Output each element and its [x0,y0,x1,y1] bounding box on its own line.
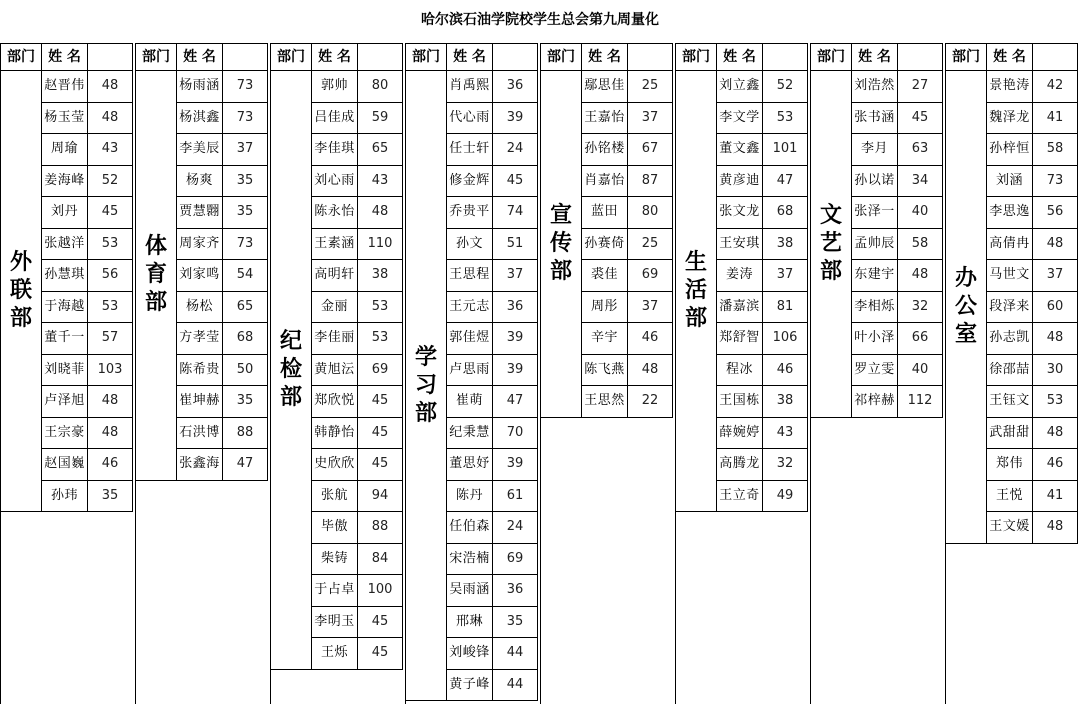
member-name-cell: 王钰文 [987,386,1033,418]
member-name-cell: 董千一 [42,323,88,355]
header-dept-7: 部门 [810,43,852,71]
member-name-cell: 黄彦迪 [717,166,763,198]
member-score-cell: 63 [898,134,943,166]
member-name-cell: 刘心雨 [312,166,358,198]
member-name-cell: 刘家鸣 [177,260,223,292]
member-score-cell: 45 [88,197,133,229]
grid-line [135,481,136,704]
member-name-cell: 段泽来 [987,292,1033,324]
member-name-cell: 周彤 [582,292,628,324]
member-score-cell: 88 [358,512,403,544]
member-score-cell: 112 [898,386,943,418]
member-score-cell: 58 [1033,134,1078,166]
member-score-cell: 43 [88,134,133,166]
member-name-cell: 张文龙 [717,197,763,229]
header-name-4: 姓 名 [447,43,493,71]
member-name-cell: 鄢思佳 [582,71,628,103]
member-score-cell: 68 [763,197,808,229]
member-name-cell: 吴雨涵 [447,575,493,607]
member-name-cell: 宋浩楠 [447,544,493,576]
member-score-cell: 46 [628,323,673,355]
member-score-cell: 45 [358,638,403,670]
member-score-cell: 48 [1033,229,1078,261]
member-name-cell: 郭帅 [312,71,358,103]
member-name-cell: 黄子峰 [447,670,493,702]
member-score-cell: 49 [763,481,808,513]
member-score-cell: 48 [1033,323,1078,355]
member-score-cell: 53 [358,292,403,324]
member-name-cell: 刘峻锋 [447,638,493,670]
member-score-cell: 88 [223,418,268,450]
member-name-cell: 毕傲 [312,512,358,544]
member-score-cell: 48 [1033,418,1078,450]
member-name-cell: 周瑜 [42,134,88,166]
member-score-cell: 46 [1033,449,1078,481]
member-score-cell: 41 [1033,481,1078,513]
member-name-cell: 孙梓恒 [987,134,1033,166]
member-score-cell: 44 [493,670,538,702]
member-name-cell: 高明轩 [312,260,358,292]
member-name-cell: 李明玉 [312,607,358,639]
member-name-cell: 魏泽龙 [987,103,1033,135]
member-name-cell: 周家齐 [177,229,223,261]
member-score-cell: 35 [493,607,538,639]
member-score-cell: 73 [1033,166,1078,198]
member-name-cell: 孙玮 [42,481,88,513]
member-score-cell: 58 [898,229,943,261]
member-score-cell: 30 [1033,355,1078,387]
member-name-cell: 李佳丽 [312,323,358,355]
header-name-1: 姓 名 [42,43,88,71]
member-name-cell: 杨玉莹 [42,103,88,135]
member-score-cell: 45 [358,418,403,450]
member-score-cell: 38 [358,260,403,292]
member-name-cell: 王思然 [582,386,628,418]
member-name-cell: 李美辰 [177,134,223,166]
member-score-cell: 43 [358,166,403,198]
member-name-cell: 高腾龙 [717,449,763,481]
member-name-cell: 李月 [852,134,898,166]
member-score-cell: 56 [88,260,133,292]
member-score-cell: 39 [493,103,538,135]
member-name-cell: 李相烁 [852,292,898,324]
member-score-cell: 60 [1033,292,1078,324]
member-name-cell: 东建宇 [852,260,898,292]
member-score-cell: 48 [88,103,133,135]
member-score-cell: 73 [223,103,268,135]
member-name-cell: 李思逸 [987,197,1033,229]
member-name-cell: 孙铭楼 [582,134,628,166]
member-score-cell: 40 [898,355,943,387]
member-score-cell: 73 [223,71,268,103]
member-name-cell: 崔萌 [447,386,493,418]
member-name-cell: 吕佳成 [312,103,358,135]
member-score-cell: 48 [88,386,133,418]
member-name-cell: 于占卓 [312,575,358,607]
member-score-cell: 53 [763,103,808,135]
member-score-cell: 25 [628,71,673,103]
department-label: 文艺部 [810,71,852,418]
member-score-cell: 37 [763,260,808,292]
header-name-6: 姓 名 [717,43,763,71]
grid-line [0,512,1,704]
member-score-cell: 32 [898,292,943,324]
member-name-cell: 刘浩然 [852,71,898,103]
member-name-cell: 张越洋 [42,229,88,261]
member-score-cell: 53 [88,229,133,261]
sheet-title: 哈尔滨石油学院校学生总会第九周量化 [421,12,659,28]
member-score-cell: 39 [493,449,538,481]
member-score-cell: 34 [898,166,943,198]
member-score-cell: 48 [88,71,133,103]
member-score-cell: 35 [223,386,268,418]
member-name-cell: 李佳琪 [312,134,358,166]
member-score-cell: 48 [1033,512,1078,544]
member-score-cell: 39 [493,355,538,387]
member-score-cell: 81 [763,292,808,324]
header-score-1 [88,43,133,71]
member-score-cell: 80 [358,71,403,103]
member-score-cell: 52 [88,166,133,198]
member-name-cell: 王素涵 [312,229,358,261]
member-score-cell: 47 [223,449,268,481]
member-name-cell: 王宗豪 [42,418,88,450]
member-score-cell: 84 [358,544,403,576]
member-name-cell: 王烁 [312,638,358,670]
member-score-cell: 106 [763,323,808,355]
member-score-cell: 53 [358,323,403,355]
member-name-cell: 杨淇鑫 [177,103,223,135]
member-score-cell: 37 [628,103,673,135]
department-label: 生活部 [675,71,717,512]
member-name-cell: 董思妤 [447,449,493,481]
member-name-cell: 高倩冉 [987,229,1033,261]
header-score-5 [628,43,673,71]
member-name-cell: 郑伟 [987,449,1033,481]
member-score-cell: 38 [763,386,808,418]
header-dept-3: 部门 [270,43,312,71]
member-name-cell: 孙赛倚 [582,229,628,261]
member-score-cell: 45 [493,166,538,198]
member-score-cell: 53 [1033,386,1078,418]
member-score-cell: 35 [88,481,133,513]
member-score-cell: 38 [763,229,808,261]
member-score-cell: 69 [493,544,538,576]
member-name-cell: 武甜甜 [987,418,1033,450]
member-name-cell: 陈飞燕 [582,355,628,387]
member-score-cell: 94 [358,481,403,513]
member-score-cell: 37 [493,260,538,292]
member-score-cell: 22 [628,386,673,418]
member-name-cell: 姜涛 [717,260,763,292]
member-name-cell: 方孝莹 [177,323,223,355]
member-name-cell: 王安琪 [717,229,763,261]
member-score-cell: 45 [358,449,403,481]
member-name-cell: 张航 [312,481,358,513]
member-score-cell: 68 [223,323,268,355]
member-name-cell: 王元志 [447,292,493,324]
member-name-cell: 王国栋 [717,386,763,418]
member-name-cell: 祁梓赫 [852,386,898,418]
member-name-cell: 黄旭沄 [312,355,358,387]
member-name-cell: 潘嘉滨 [717,292,763,324]
member-name-cell: 辛宇 [582,323,628,355]
member-score-cell: 48 [88,418,133,450]
member-name-cell: 刘立鑫 [717,71,763,103]
department-label: 纪检部 [270,71,312,670]
member-score-cell: 37 [223,134,268,166]
member-name-cell: 赵晋伟 [42,71,88,103]
member-name-cell: 刘晓菲 [42,355,88,387]
member-score-cell: 44 [493,638,538,670]
member-score-cell: 70 [493,418,538,450]
member-score-cell: 46 [763,355,808,387]
member-score-cell: 103 [88,355,133,387]
member-score-cell: 87 [628,166,673,198]
header-dept-6: 部门 [675,43,717,71]
member-name-cell: 陈希贵 [177,355,223,387]
member-score-cell: 50 [223,355,268,387]
member-name-cell: 乔贵平 [447,197,493,229]
member-name-cell: 郑舒智 [717,323,763,355]
member-name-cell: 马世文 [987,260,1033,292]
member-score-cell: 25 [628,229,673,261]
member-score-cell: 59 [358,103,403,135]
member-score-cell: 36 [493,71,538,103]
member-score-cell: 37 [628,292,673,324]
member-name-cell: 肖禹熙 [447,71,493,103]
member-score-cell: 65 [358,134,403,166]
member-name-cell: 任伯森 [447,512,493,544]
member-score-cell: 80 [628,197,673,229]
member-name-cell: 于海越 [42,292,88,324]
member-name-cell: 修金辉 [447,166,493,198]
member-score-cell: 54 [223,260,268,292]
member-name-cell: 王立奇 [717,481,763,513]
header-score-3 [358,43,403,71]
member-score-cell: 40 [898,197,943,229]
member-name-cell: 刘涵 [987,166,1033,198]
member-name-cell: 孟帅辰 [852,229,898,261]
member-name-cell: 崔坤赫 [177,386,223,418]
member-score-cell: 45 [898,103,943,135]
header-name-7: 姓 名 [852,43,898,71]
member-score-cell: 32 [763,449,808,481]
member-name-cell: 张鑫海 [177,449,223,481]
member-name-cell: 孙慧琪 [42,260,88,292]
member-name-cell: 刘丹 [42,197,88,229]
member-score-cell: 65 [223,292,268,324]
member-name-cell: 邢琳 [447,607,493,639]
member-score-cell: 41 [1033,103,1078,135]
member-name-cell: 孙志凯 [987,323,1033,355]
grid-line [540,418,541,704]
member-name-cell: 杨松 [177,292,223,324]
member-name-cell: 董文鑫 [717,134,763,166]
member-score-cell: 61 [493,481,538,513]
member-score-cell: 45 [358,386,403,418]
member-score-cell: 100 [358,575,403,607]
member-score-cell: 39 [493,323,538,355]
member-score-cell: 24 [493,512,538,544]
member-name-cell: 姜海峰 [42,166,88,198]
member-score-cell: 74 [493,197,538,229]
member-name-cell: 叶小泽 [852,323,898,355]
member-name-cell: 王思程 [447,260,493,292]
member-name-cell: 王文媛 [987,512,1033,544]
member-name-cell: 陈丹 [447,481,493,513]
member-score-cell: 36 [493,292,538,324]
member-score-cell: 66 [898,323,943,355]
member-score-cell: 69 [628,260,673,292]
member-name-cell: 陈永怡 [312,197,358,229]
member-name-cell: 王悦 [987,481,1033,513]
member-name-cell: 肖嘉怡 [582,166,628,198]
member-name-cell: 代心雨 [447,103,493,135]
member-score-cell: 42 [1033,71,1078,103]
member-score-cell: 51 [493,229,538,261]
member-name-cell: 柴铸 [312,544,358,576]
member-score-cell: 48 [628,355,673,387]
member-score-cell: 47 [763,166,808,198]
member-name-cell: 徐邵喆 [987,355,1033,387]
header-score-2 [223,43,268,71]
member-name-cell: 李文学 [717,103,763,135]
header-score-6 [763,43,808,71]
header-dept-5: 部门 [540,43,582,71]
member-name-cell: 卢泽旭 [42,386,88,418]
member-name-cell: 赵国巍 [42,449,88,481]
member-score-cell: 67 [628,134,673,166]
member-score-cell: 36 [493,575,538,607]
member-name-cell: 郭佳煜 [447,323,493,355]
grid-line [945,544,946,704]
member-score-cell: 53 [88,292,133,324]
member-name-cell: 王嘉怡 [582,103,628,135]
member-name-cell: 贾慧翾 [177,197,223,229]
member-score-cell: 45 [358,607,403,639]
header-dept-1: 部门 [0,43,42,71]
header-name-5: 姓 名 [582,43,628,71]
member-name-cell: 孙以诺 [852,166,898,198]
member-name-cell: 任士轩 [447,134,493,166]
member-name-cell: 韩静怡 [312,418,358,450]
member-name-cell: 卢思雨 [447,355,493,387]
member-score-cell: 35 [223,166,268,198]
member-name-cell: 史欣欣 [312,449,358,481]
member-name-cell: 金丽 [312,292,358,324]
member-name-cell: 张书涵 [852,103,898,135]
member-name-cell: 张泽一 [852,197,898,229]
member-score-cell: 27 [898,71,943,103]
member-score-cell: 35 [223,197,268,229]
member-score-cell: 37 [1033,260,1078,292]
member-score-cell: 48 [358,197,403,229]
member-score-cell: 48 [898,260,943,292]
member-name-cell: 郑欣悦 [312,386,358,418]
department-label: 外联部 [0,71,42,512]
member-score-cell: 24 [493,134,538,166]
header-dept-2: 部门 [135,43,177,71]
member-score-cell: 57 [88,323,133,355]
member-score-cell: 46 [88,449,133,481]
member-name-cell: 杨爽 [177,166,223,198]
member-name-cell: 罗立雯 [852,355,898,387]
member-score-cell: 110 [358,229,403,261]
header-name-3: 姓 名 [312,43,358,71]
header-score-8 [1033,43,1078,71]
grid-line [270,670,271,704]
member-name-cell: 裘佳 [582,260,628,292]
member-score-cell: 101 [763,134,808,166]
member-name-cell: 薛婉婷 [717,418,763,450]
member-name-cell: 孙文 [447,229,493,261]
member-score-cell: 43 [763,418,808,450]
department-label: 学习部 [405,71,447,701]
member-name-cell: 蓝田 [582,197,628,229]
header-score-4 [493,43,538,71]
header-dept-4: 部门 [405,43,447,71]
grid-line [810,418,811,704]
member-name-cell: 景艳涛 [987,71,1033,103]
member-name-cell: 纪秉慧 [447,418,493,450]
member-score-cell: 56 [1033,197,1078,229]
grid-line [675,512,676,704]
member-score-cell: 52 [763,71,808,103]
member-name-cell: 杨雨涵 [177,71,223,103]
header-name-2: 姓 名 [177,43,223,71]
header-name-8: 姓 名 [987,43,1033,71]
header-score-7 [898,43,943,71]
member-score-cell: 73 [223,229,268,261]
department-label: 办公室 [945,71,987,544]
member-score-cell: 69 [358,355,403,387]
member-name-cell: 程冰 [717,355,763,387]
member-score-cell: 47 [493,386,538,418]
department-label: 宣传部 [540,71,582,418]
member-name-cell: 石洪博 [177,418,223,450]
header-dept-8: 部门 [945,43,987,71]
department-label: 体育部 [135,71,177,481]
